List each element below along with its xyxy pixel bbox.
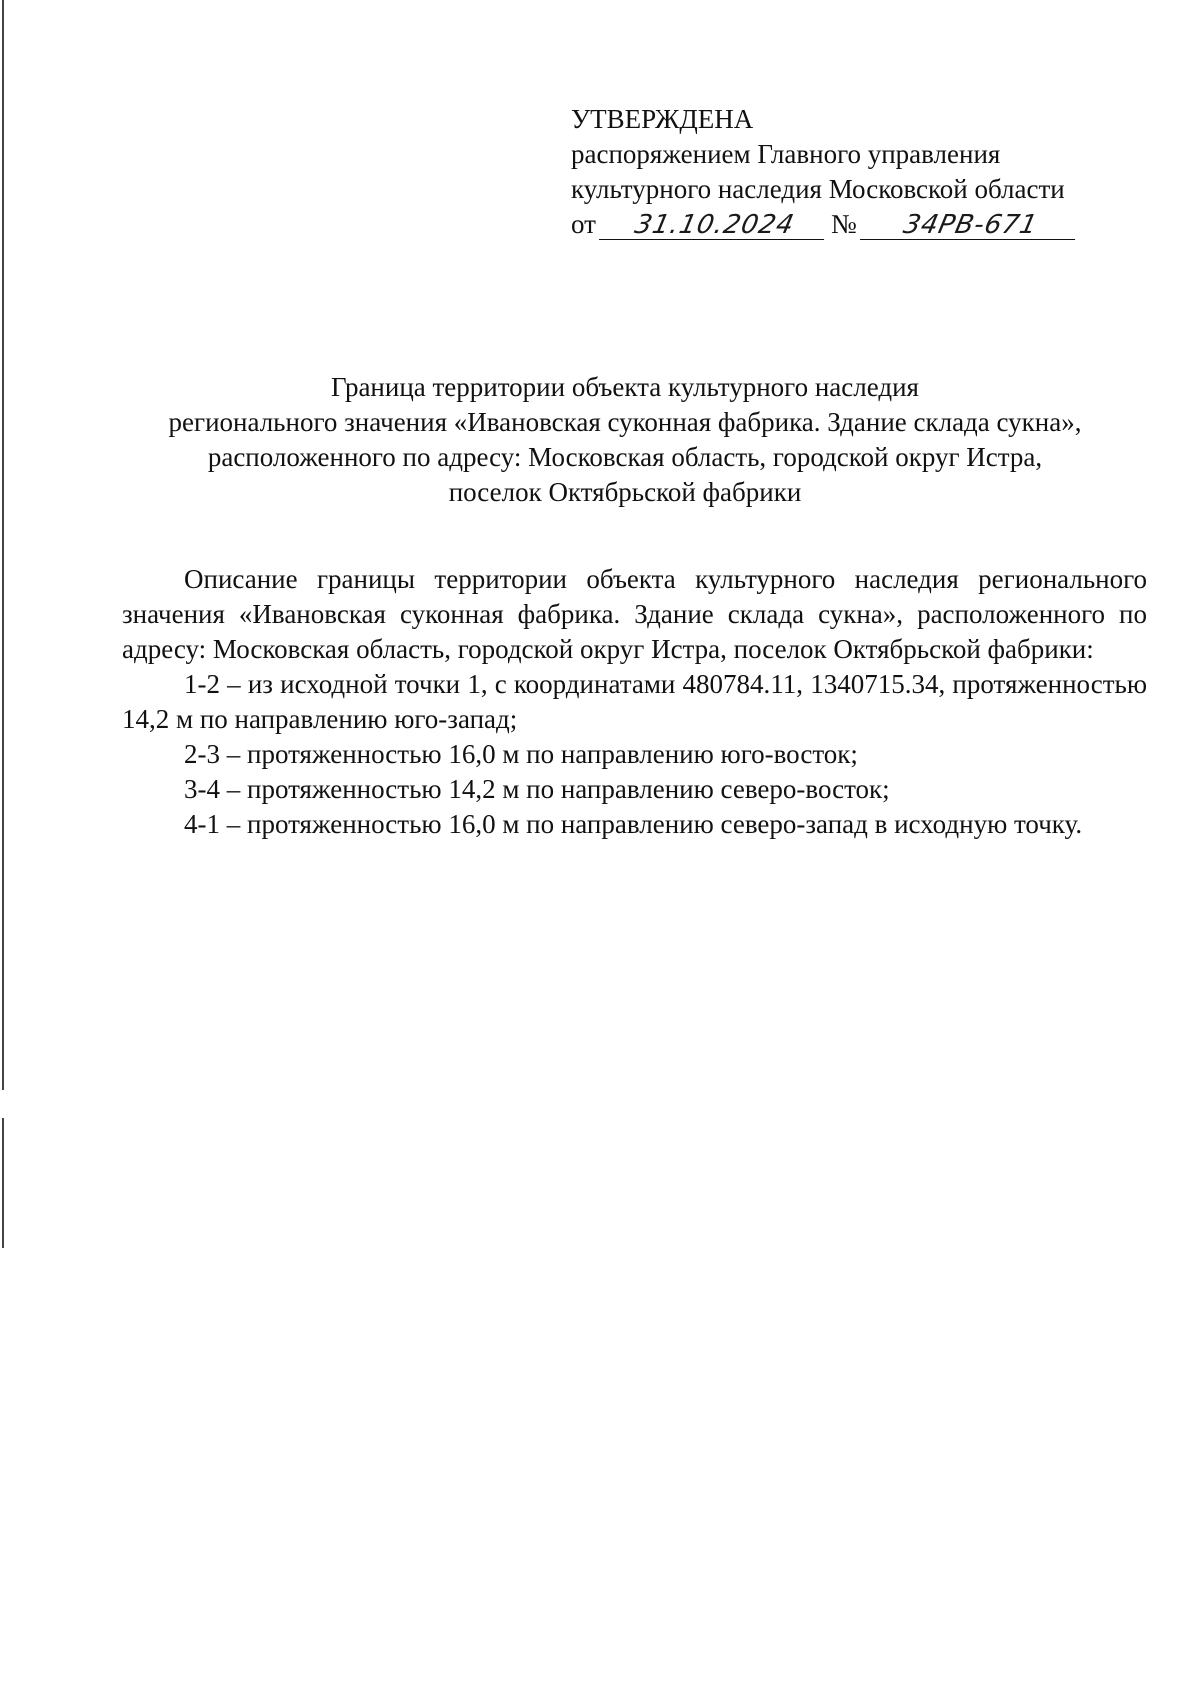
approval-line-2: культурного наследия Московской области [571,174,1065,204]
boundary-description [122,562,1147,842]
approval-date-number-line [571,207,1111,242]
boundary-segment-4-1: 4-1 – протяженностью 16,0 м по направлению северо-запад в исходную точку. [184,809,1083,839]
description-intro: Описание границы территории объекта культурного наследия регионального значения «Ивановская суконная фабрика. Здание склада сукна», расположенного по адресу: Московская область, городской округ Истра, поселок Октябрьской фабрики: [122,564,1147,664]
approval-title: УТВЕРЖДЕНА [571,104,754,134]
heading-line-4: поселок Октябрьской фабрики [448,477,802,507]
boundary-segment-1-2: 1-2 – из исходной точки 1, с координатами 480784.11, 1340715.34, протяженностью 14,2 м по направлению юго-запад; [122,669,1147,734]
scan-edge-line [2,0,4,1090]
boundary-segment-2-3: 2-3 – протяженностью 16,0 м по направлению юго-восток; [184,739,858,769]
handwritten-number: 34РВ-671 [860,211,1081,240]
heading-line-2: регионального значения «Ивановская суконная фабрика. Здание склада сукна», [168,407,1082,437]
boundary-segment-3-4: 3-4 – протяженностью 14,2 м по направлению северо-восток; [184,774,890,804]
handwritten-date: 31.10.2024 [599,211,830,240]
scan-edge-line [2,1118,4,1248]
heading-line-1: Граница территории объекта культурного наследия [331,372,919,402]
approval-line-1: распоряжением Главного управления [571,139,1001,169]
document-heading [100,370,1150,510]
heading-line-3: расположенного по адресу: Московская область, городской округ Истра, [207,442,1043,472]
number-label: № [830,209,857,239]
approval-block [571,102,1111,242]
date-prefix: от [571,209,596,239]
